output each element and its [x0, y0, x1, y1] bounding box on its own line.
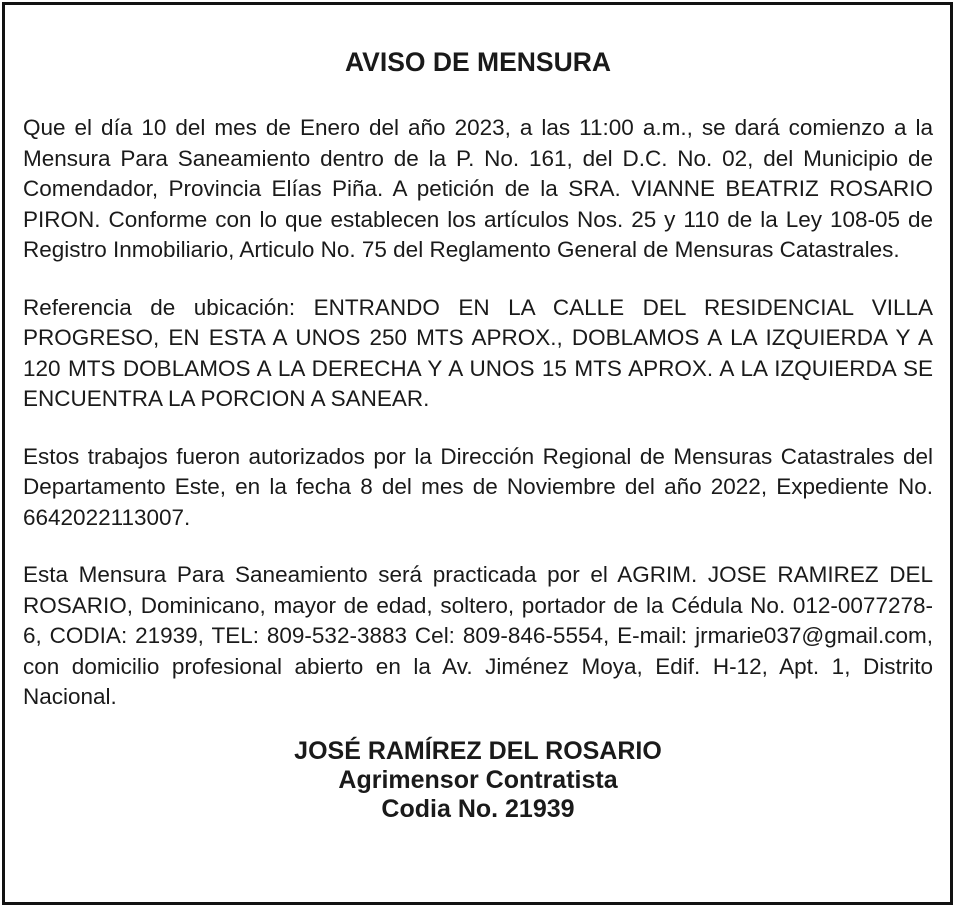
signature-name: JOSÉ RAMÍREZ DEL ROSARIO	[294, 736, 662, 765]
signature-role: Agrimensor Contratista	[338, 765, 618, 794]
paragraph-survey-date: Que el día 10 del mes de Enero del año 2023, a las 11:00 a.m., se dará comienzo a la Mensura Para Saneamiento dentro de la P. No. 161, del D.C. No. 02, del Municipio de Comendador, Provincia Elías Piña. A petición de la SRA. VIANNE BEATRIZ ROSARIO PIRON. Conforme con lo que establecen los artículos Nos. 25 y 110 de la Ley 108-05 de Registro Inmobiliario, Articulo No. 75 del Reglamento General de Mensuras Catastrales.	[23, 115, 933, 262]
signature-codia: Codia No. 21939	[381, 794, 575, 823]
notice-border	[2, 2, 953, 905]
paragraph-authorization: Estos trabajos fueron autorizados por la Dirección Regional de Mensuras Catastrales del Departamento Este, en la fecha 8 del mes de Noviembre del año 2022, Expediente No. 6642022113007.	[23, 443, 933, 530]
signature-block	[23, 737, 933, 824]
paragraph-location-reference: Referencia de ubicación: ENTRANDO EN LA CALLE DEL RESIDENCIAL VILLA PROGRESO, EN ESTA A UNOS 250 MTS APROX., DOBLAMOS A LA IZQUIERDA Y A 120 MTS DOBLAMOS A LA DERECHA Y A UNOS 15 MTS APROX. A LA IZQUIERDA SE ENCUENTRA LA PORCION A SANEAR.	[23, 294, 933, 411]
notice-content	[23, 45, 933, 824]
paragraph-surveyor-details: Esta Mensura Para Saneamiento será practicada por el AGRIM. JOSE RAMIREZ DEL ROSARIO, Dominicano, mayor de edad, soltero, portador de la Cédula No. 012-0077278-6, CODIA: 21939, TEL: 809-532-3883 Cel: 809-846-5554, E-mail: jrmarie037@gmail.com, con domicilio profesional abierto en la Av. Jiménez Moya, Edif. H-12, Apt. 1, Distrito Nacional.	[23, 562, 933, 709]
notice-title: AVISO DE MENSURA	[344, 47, 611, 77]
